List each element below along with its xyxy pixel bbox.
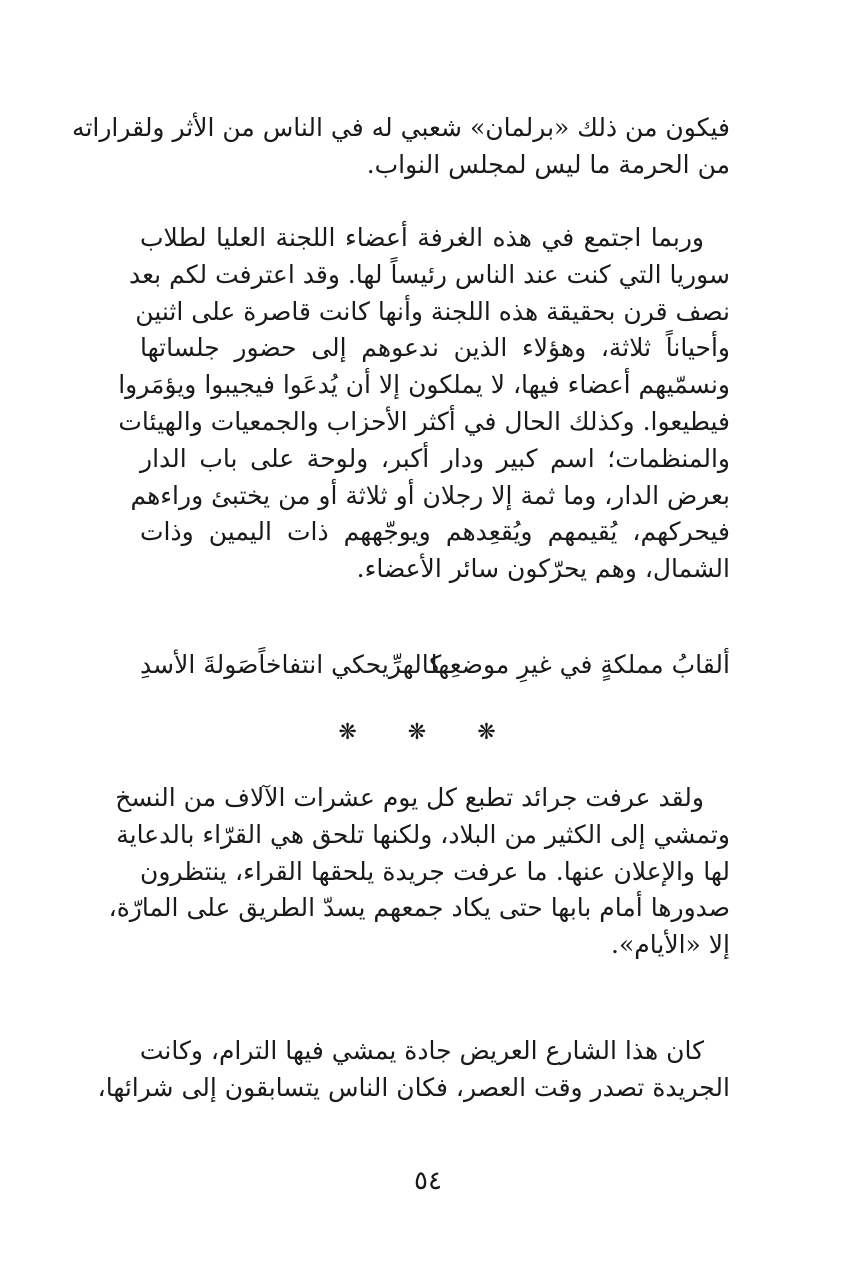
page-number: ٥٤ (414, 1166, 442, 1196)
text-line: من الحرمة ما ليس لمجلس النواب. (366, 149, 730, 179)
text-line: والمنظمات؛ اسم كبير ودار أكبر، ولوحة على باب الدار (140, 443, 730, 473)
text-line: الجريدة تصدر وقت العصر، فكان الناس يتسابقون إلى شرائها، (97, 1072, 730, 1102)
text-line: كان هذا الشارع العريض جادة يمشي فيها الترام، وكانت (139, 1036, 704, 1065)
poetry-verse (140, 645, 730, 685)
text-line: ونسمّيهم أعضاء فيها، لا يملكون إلا أن يُدعَوا فيجيبوا ويؤمَروا (118, 370, 730, 400)
text-line: الشمال، وهم يحرّكون سائر الأعضاء. (356, 554, 730, 584)
section-separator: ❋ ❋ ❋ (338, 720, 518, 745)
text-line: فيحركهم، يُقيمهم ويُقعِدهم ويوجّههم ذات اليمين وذات (140, 517, 730, 547)
text-line: سوريا التي كنت عند الناس رئيساً لها. وقد اعترفت لكم بعد (129, 259, 730, 289)
text-line: وربما اجتمع في هذه الغرفة أعضاء اللجنة العليا لطلاب (140, 223, 704, 252)
text-line: نصف قرن بحقيقة هذه اللجنة وأنها كانت قاصرة على اثنين (135, 296, 730, 326)
verse-second-hemistich: كالهرِّيحكي انتفاخاًصَولةَ الأسدِ (140, 650, 442, 679)
text-line: وتمشي إلى الكثير من البلاد، ولكنها تلحق هي القرّاء بالدعاية (116, 819, 730, 849)
paragraph-3 (108, 780, 730, 964)
text-line: فيطيعوا. وكذلك الحال في أكثر الأحزاب والجمعيات والهيئات (118, 406, 730, 436)
paragraph-2 (118, 220, 730, 588)
text-line: فيكون من ذلك «برلمان» شعبي له في الناس من الأثر ولقراراته (72, 113, 730, 142)
verse-first-hemistich: ألقابُ مملكةٍ في غيرِ موضعِها (430, 650, 730, 679)
text-line: لها والإعلان عنها. ما عرفت جريدة يلحقها القراء، ينتظرون (140, 856, 730, 886)
paragraph-4 (97, 1033, 730, 1107)
paragraph-1 (72, 110, 730, 184)
text-line: وأحياناً ثلاثة، وهؤلاء الذين ندعوهم إلى حضور جلساتها (140, 333, 730, 363)
text-line: بعرض الدار، وما ثمة إلا رجلان أو ثلاثة أو من يختبئ وراءهم (130, 480, 730, 510)
text-line: صدورها أمام بابها حتى يكاد جمعهم يسدّ الطريق على المارّة، (108, 893, 730, 923)
text-line: ولقد عرفت جرائد تطبع كل يوم عشرات الآلاف من النسخ (115, 783, 704, 812)
text-line: إلا «الأيام». (611, 930, 730, 960)
